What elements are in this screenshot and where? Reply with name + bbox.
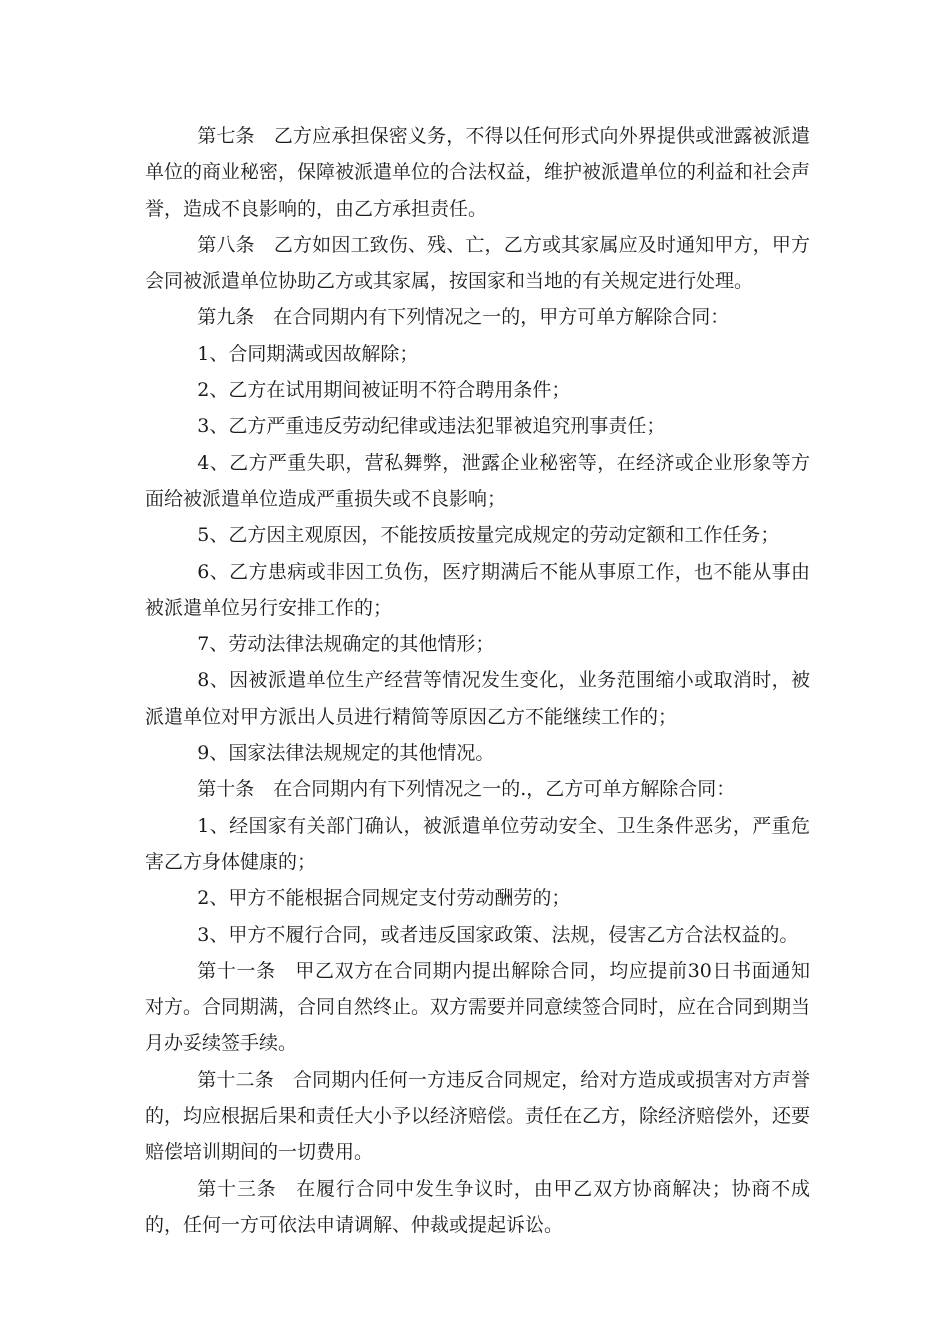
article-9-item-8: 8、因被派遣单位生产经营等情况发生变化，业务范围缩小或取消时，被派遣单位对甲方派出人员进行精简等原因乙方不能继续工作的； <box>145 669 810 728</box>
article-9-item-7: 7、劳动法律法规确定的其他情形； <box>197 633 495 656</box>
article-11-paragraph: 第十一条 甲乙双方在合同期内提出解除合同，均应提前30日书面通知对方。合同期满，合同自然终止。双方需要并同意续签合同时，应在合同到期当月办妥续签手续。 <box>145 959 811 1055</box>
article-9-item-3: 3、乙方严重违反劳动纪律或违法犯罪被追究刑事责任； <box>197 415 666 438</box>
article-9-item-6: 6、乙方患病或非因工负伤，医疗期满后不能从事原工作，也不能从事由被派遣单位另行安排工作的； <box>145 560 810 619</box>
document-body <box>145 118 810 1243</box>
article-13-paragraph: 第十三条 在履行合同中发生争议时，由甲乙双方协商解决；协商不成的，任何一方可依法申请调解、仲裁或提起诉讼。 <box>145 1177 810 1236</box>
article-8-paragraph: 第八条 乙方如因工致伤、残、亡，乙方或其家属应及时通知甲方，甲方会同被派遣单位协助乙方或其家属，按国家和当地的有关规定进行处理。 <box>145 233 810 293</box>
article-10-item-3: 3、甲方不履行合同，或者违反国家政策、法规，侵害乙方合法权益的。 <box>197 923 799 946</box>
article-9-item-4: 4、乙方严重失职，营私舞弊，泄露企业秘密等，在经济或企业形象等方面给被派遣单位造成严重损失或不良影响； <box>145 451 810 510</box>
article-7-paragraph: 第七条 乙方应承担保密义务，不得以任何形式向外界提供或泄露被派遣单位的商业秘密，保障被派遣单位的合法权益，维护被派遣单位的利益和社会声誉，造成不良影响的，由乙方承担责任。 <box>145 125 811 220</box>
article-10-paragraph: 第十条 在合同期内有下列情况之一的.，乙方可单方解除合同： <box>197 778 736 801</box>
article-9-item-9: 9、国家法律法规规定的其他情况。 <box>197 742 495 765</box>
article-9-item-2: 2、乙方在试用期间被证明不符合聘用条件； <box>197 379 571 402</box>
article-12-paragraph: 第十二条 合同期内任何一方违反合同规定，给对方造成或损害对方声誉的，均应根据后果和责任大小予以经济赔偿。责任在乙方，除经济赔偿外，还要赔偿培训期间的一切费用。 <box>145 1068 811 1164</box>
article-9-paragraph: 第九条 在合同期内有下列情况之一的，甲方可单方解除合同： <box>197 306 730 329</box>
article-10-item-1: 1、经国家有关部门确认，被派遣单位劳动安全、卫生条件恶劣，严重危害乙方身体健康的； <box>145 814 810 873</box>
article-10-item-2: 2、甲方不能根据合同规定支付劳动酬劳的； <box>197 887 571 910</box>
article-9-item-1: 1、合同期满或因故解除； <box>197 342 419 365</box>
article-9-item-5: 5、乙方因主观原因，不能按质按量完成规定的劳动定额和工作任务； <box>197 524 780 547</box>
